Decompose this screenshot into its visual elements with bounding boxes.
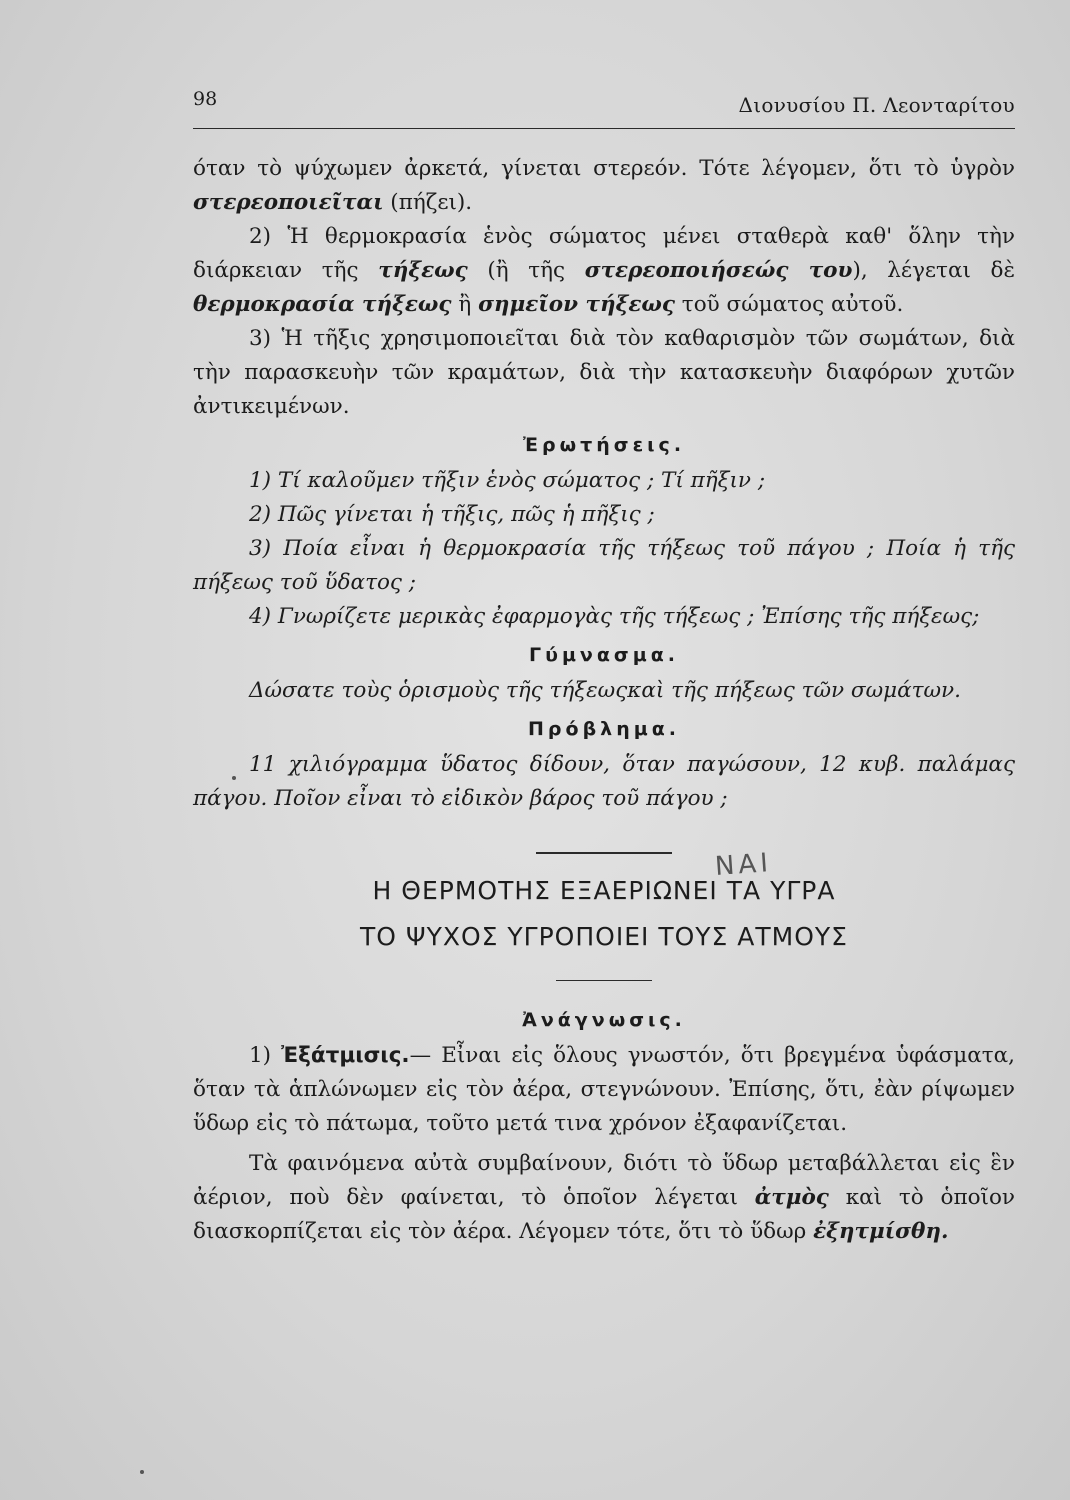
chapter-divider <box>556 980 652 982</box>
reading-p2-term-2: ἐξητμίσθη. <box>813 1219 949 1244</box>
point-2-text-4: ἢ <box>451 292 479 317</box>
point-2-text-1: 2) Ἡ θερμοκρασία ἑνὸς σώματος μένει σταθερὰ καθ' ὅλην τὴν διάρκειαν τῆς <box>193 224 1015 283</box>
running-head: Διονυσίου Π. Λεονταρίτου <box>738 93 1015 117</box>
exercise-heading: Γύμνασμα. <box>529 644 679 666</box>
paper-speck <box>140 1470 144 1474</box>
page-header <box>193 88 1015 129</box>
reading-p2-term-1: ἀτμὸς <box>754 1185 829 1210</box>
reading-p1-number: 1) <box>249 1043 282 1068</box>
point-2-paragraph <box>193 220 1015 322</box>
question-item: 3) Ποία εἶναι ἡ θερμοκρασία τῆς τήξεως τοῦ πάγου ; Ποία ἡ τῆς πήξεως τοῦ ὕδατος ; <box>193 536 1015 595</box>
chapter-title-block <box>193 847 1015 960</box>
reading-paragraph-1 <box>193 1039 1015 1141</box>
section-divider <box>536 852 672 854</box>
chapter-title-line-1: Η ΘΕΡΜΟΤΗΣ ΕΞΑΕΡΙΩΝΕΙ ΤΑ ΥΓΡΑ <box>372 875 836 905</box>
intro-term-after: (πήζει). <box>383 190 473 215</box>
question-item: 2) Πῶς γίνεται ἡ τῆξις, πῶς ἡ πῆξις ; <box>249 502 655 527</box>
point-2-text-5: τοῦ σώματος αὐτοῦ. <box>674 292 904 317</box>
reading-heading: Ἀνάγνωσις. <box>522 1009 686 1031</box>
page-number: 98 <box>193 88 218 110</box>
paper-speck <box>232 776 236 780</box>
handwritten-note: ΝΑΙ <box>714 847 773 882</box>
problem-text: 11 χιλιόγραμμα ὕδατος δίδουν, ὅταν παγώσουν, 12 κυβ. παλάμας πάγου. Ποῖον εἶναι τὸ εἰδικὸν βάρος τοῦ πάγου ; <box>193 752 1015 811</box>
point-2-text-3: ), λέγεται δὲ <box>852 258 1016 283</box>
point-2-term-4: σημεῖον τήξεως <box>478 292 675 317</box>
point-3-paragraph: 3) Ἡ τῆξις χρησιμοποιεῖται διὰ τὸν καθαρισμὸν τῶν σωμάτων, διὰ τὴν παρασκευὴν τῶν κραμάτων, διὰ τὴν κατασκευὴν διαφόρων χυτῶν ἀντικειμένων. <box>193 326 1015 419</box>
exercise-text: Δώσατε τοὺς ὁρισμοὺς τῆς τήξεωςκαὶ τῆς πήξεως τῶν σωμάτων. <box>249 678 961 703</box>
point-2-term-3: θερμοκρασία τήξεως <box>193 292 452 317</box>
question-item: 4) Γνωρίζετε μερικὰς ἐφαρμογὰς τῆς τήξεως ; Ἐπίσης τῆς πήξεως; <box>249 604 980 629</box>
question-item: 1) Τί καλοῦμεν τῆξιν ἑνὸς σώματος ; Τί πῆξιν ; <box>249 468 766 493</box>
reading-p2-text-2: καὶ τὸ ὁποῖον διασκορπίζεται εἰς τὸν ἀέρα. Λέγομεν τότε, ὅτι τὸ ὕδωρ <box>193 1185 1015 1244</box>
problem-heading: Πρόβλημα. <box>528 718 680 740</box>
intro-paragraph <box>193 152 1015 220</box>
page-body <box>193 152 1015 1249</box>
questions-heading: Ἐρωτήσεις. <box>522 434 686 456</box>
intro-text: όταν τὸ ψύχωμεν ἀρκετά, γίνεται στερεόν. Τότε λέγομεν, ὅτι τὸ ὑγρὸν <box>193 156 1015 181</box>
point-2-term-2: στερεοποιήσεώς του <box>584 258 853 283</box>
reading-p1-text: — Εἶναι εἰς ὅλους γνωστόν, ὅτι βρεγμένα ὑφάσματα, ὅταν τὰ ἁπλώνωμεν εἰς τὸν ἀέρα, στεγνώνουν. Ἐπίσης, ὅτι, ἐὰν ρίψωμεν ὕδωρ εἰς τὸ πάτωμα, τοῦτο μετά τινα χρόνον ἐξαφανίζεται. <box>193 1043 1015 1136</box>
chapter-title-line-2: ΤΟ ΨΥΧΟΣ ΥΓΡΟΠΟΙΕΙ ΤΟΥΣ ΑΤΜΟΥΣ <box>360 921 848 951</box>
point-2-term-1: τήξεως <box>378 258 468 283</box>
reading-p2-text: Τὰ φαινόμενα αὐτὰ συμβαίνουν, διότι τὸ ὕδωρ μεταβάλλεται εἰς ἓν ἀέριον, ποὺ δὲν φαίνεται, τὸ ὁποῖον λέγεται <box>193 1151 1015 1210</box>
reading-p1-term: Ἐξάτμισις. <box>281 1043 410 1068</box>
intro-term: στερεοποιεῖται <box>193 190 384 215</box>
point-2-text-2: (ἢ τῆς <box>467 258 585 283</box>
reading-paragraph-2 <box>193 1147 1015 1249</box>
